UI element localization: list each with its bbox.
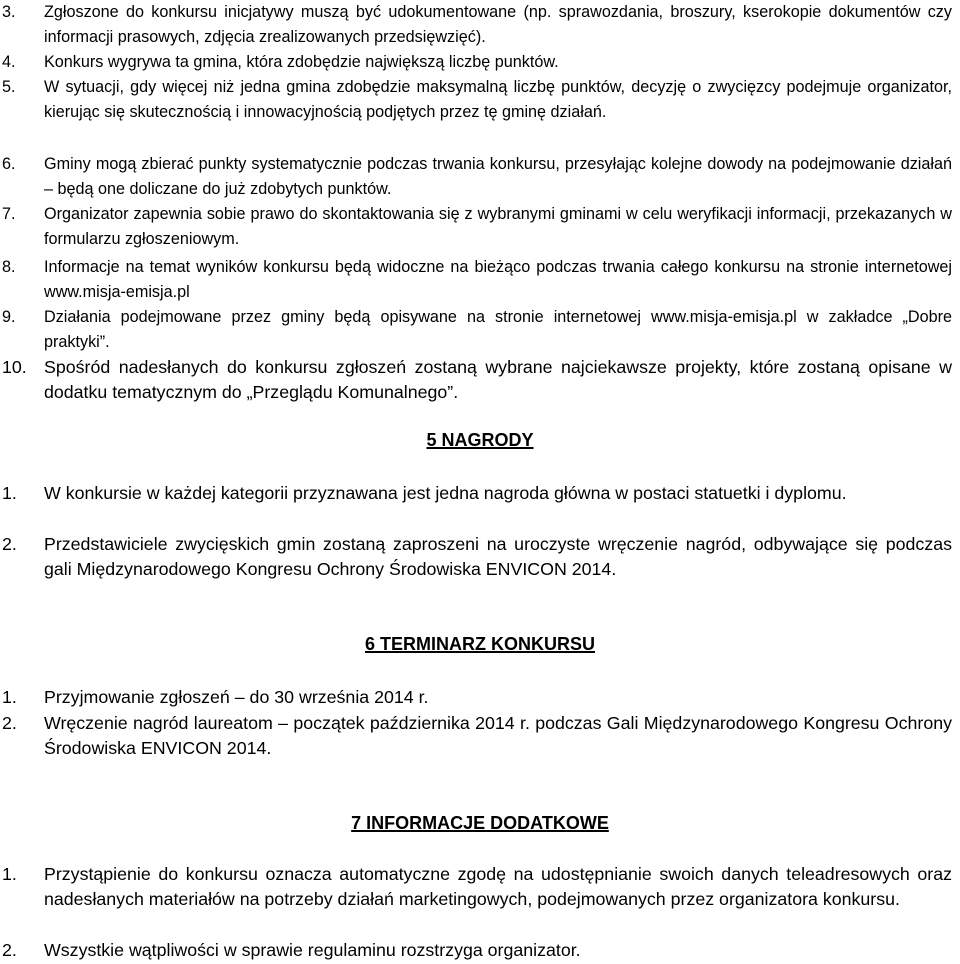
list-item (0, 305, 952, 354)
list-item (0, 0, 952, 49)
item-number: 2. (2, 940, 17, 960)
item-text: Zgłoszone do konkursu inicjatywy muszą być udokumentowane (np. sprawozdania, broszury, kserokopie dokumentów czy informacji prasowych, zdjęcia zrealizowanych przedsięwzięć). (44, 3, 952, 46)
section-heading (0, 634, 960, 655)
item-number: 2. (2, 534, 17, 554)
list-item (0, 152, 952, 201)
item-text: Działania podejmowane przez gminy będą opisywane na stronie internetowej www.misja-emisja.pl w zakładce „Dobre praktyki”. (44, 308, 952, 351)
item-text: Organizator zapewnia sobie prawo do skontaktowania się z wybranymi gminami w celu weryfikacji informacji, przekazanych w formularzu zgłoszeniowym. (44, 205, 952, 248)
item-text: Gminy mogą zbierać punkty systematycznie podczas trwania konkursu, przesyłając kolejne dowody na podejmowanie działań – będą one doliczane do już zdobytych punktów. (44, 155, 952, 198)
section-heading-text: 6 TERMINARZ KONKURSU (364, 634, 595, 654)
item-text: Wszystkie wątpliwości w sprawie regulaminu rozstrzyga organizator. (44, 940, 581, 960)
list-item (0, 938, 952, 963)
item-number: 7. (2, 205, 16, 223)
section-heading (0, 430, 960, 451)
list-item (0, 685, 952, 710)
item-number: 9. (2, 308, 16, 326)
item-number: 10. (2, 357, 27, 377)
list-item (0, 202, 952, 251)
list-item (0, 862, 952, 911)
list-item (0, 711, 952, 760)
item-number: 4. (2, 53, 16, 71)
section-heading-text: 7 INFORMACJE DODATKOWE (351, 813, 609, 833)
item-text: Przedstawiciele zwycięskich gmin zostaną zaproszeni na uroczyste wręczenie nagród, odbywające się podczas gali Międzynarodowego Kongresu Ochrony Środowiska ENVICON 2014. (44, 534, 952, 579)
item-text: Wręczenie nagród laureatom – początek października 2014 r. podczas Gali Międzynarodowego Kongresu Ochrony Środowiska ENVICON 2014. (44, 713, 952, 758)
item-text: Spośród nadesłanych do konkursu zgłoszeń zostaną wybrane najciekawsze projekty, które zostaną opisane w dodatku tematycznym do „Przeglądu Komunalnego”. (44, 357, 952, 402)
item-text: W konkursie w każdej kategorii przyznawana jest jedna nagroda główna w postaci statuetki i dyplomu. (44, 483, 847, 503)
list-item (0, 255, 952, 304)
item-text: Informacje na temat wyników konkursu będą widoczne na bieżąco podczas trwania całego konkursu na stronie internetowej www.misja-emisja.pl (44, 258, 952, 301)
item-number: 1. (2, 687, 17, 707)
item-number: 8. (2, 258, 16, 276)
item-number: 1. (2, 864, 17, 884)
item-text: Konkurs wygrywa ta gmina, która zdobędzie największą liczbę punktów. (44, 53, 559, 71)
item-number: 3. (2, 3, 16, 21)
list-item (0, 481, 952, 506)
section-heading (0, 813, 960, 834)
item-number: 2. (2, 713, 17, 733)
list-item (0, 355, 952, 404)
list-item (0, 532, 952, 581)
item-text: Przystąpienie do konkursu oznacza automatyczne zgodę na udostępnianie swoich danych teleadresowych oraz nadesłanych materiałów na potrzeby działań marketingowych, podejmowanych przez organizatora konkursu. (44, 864, 952, 909)
item-text: Przyjmowanie zgłoszeń – do 30 września 2014 r. (44, 687, 429, 707)
item-number: 6. (2, 155, 16, 173)
item-number: 5. (2, 78, 16, 96)
list-item (0, 50, 952, 75)
item-text: W sytuacji, gdy więcej niż jedna gmina zdobędzie maksymalną liczbę punktów, decyzję o zwycięzcy podejmuje organizator, kierując się skutecznością i innowacyjnością podjętych przez tę gminę działań. (44, 78, 952, 121)
section-heading-text: 5 NAGRODY (426, 430, 534, 450)
item-number: 1. (2, 483, 17, 503)
list-item (0, 75, 952, 124)
